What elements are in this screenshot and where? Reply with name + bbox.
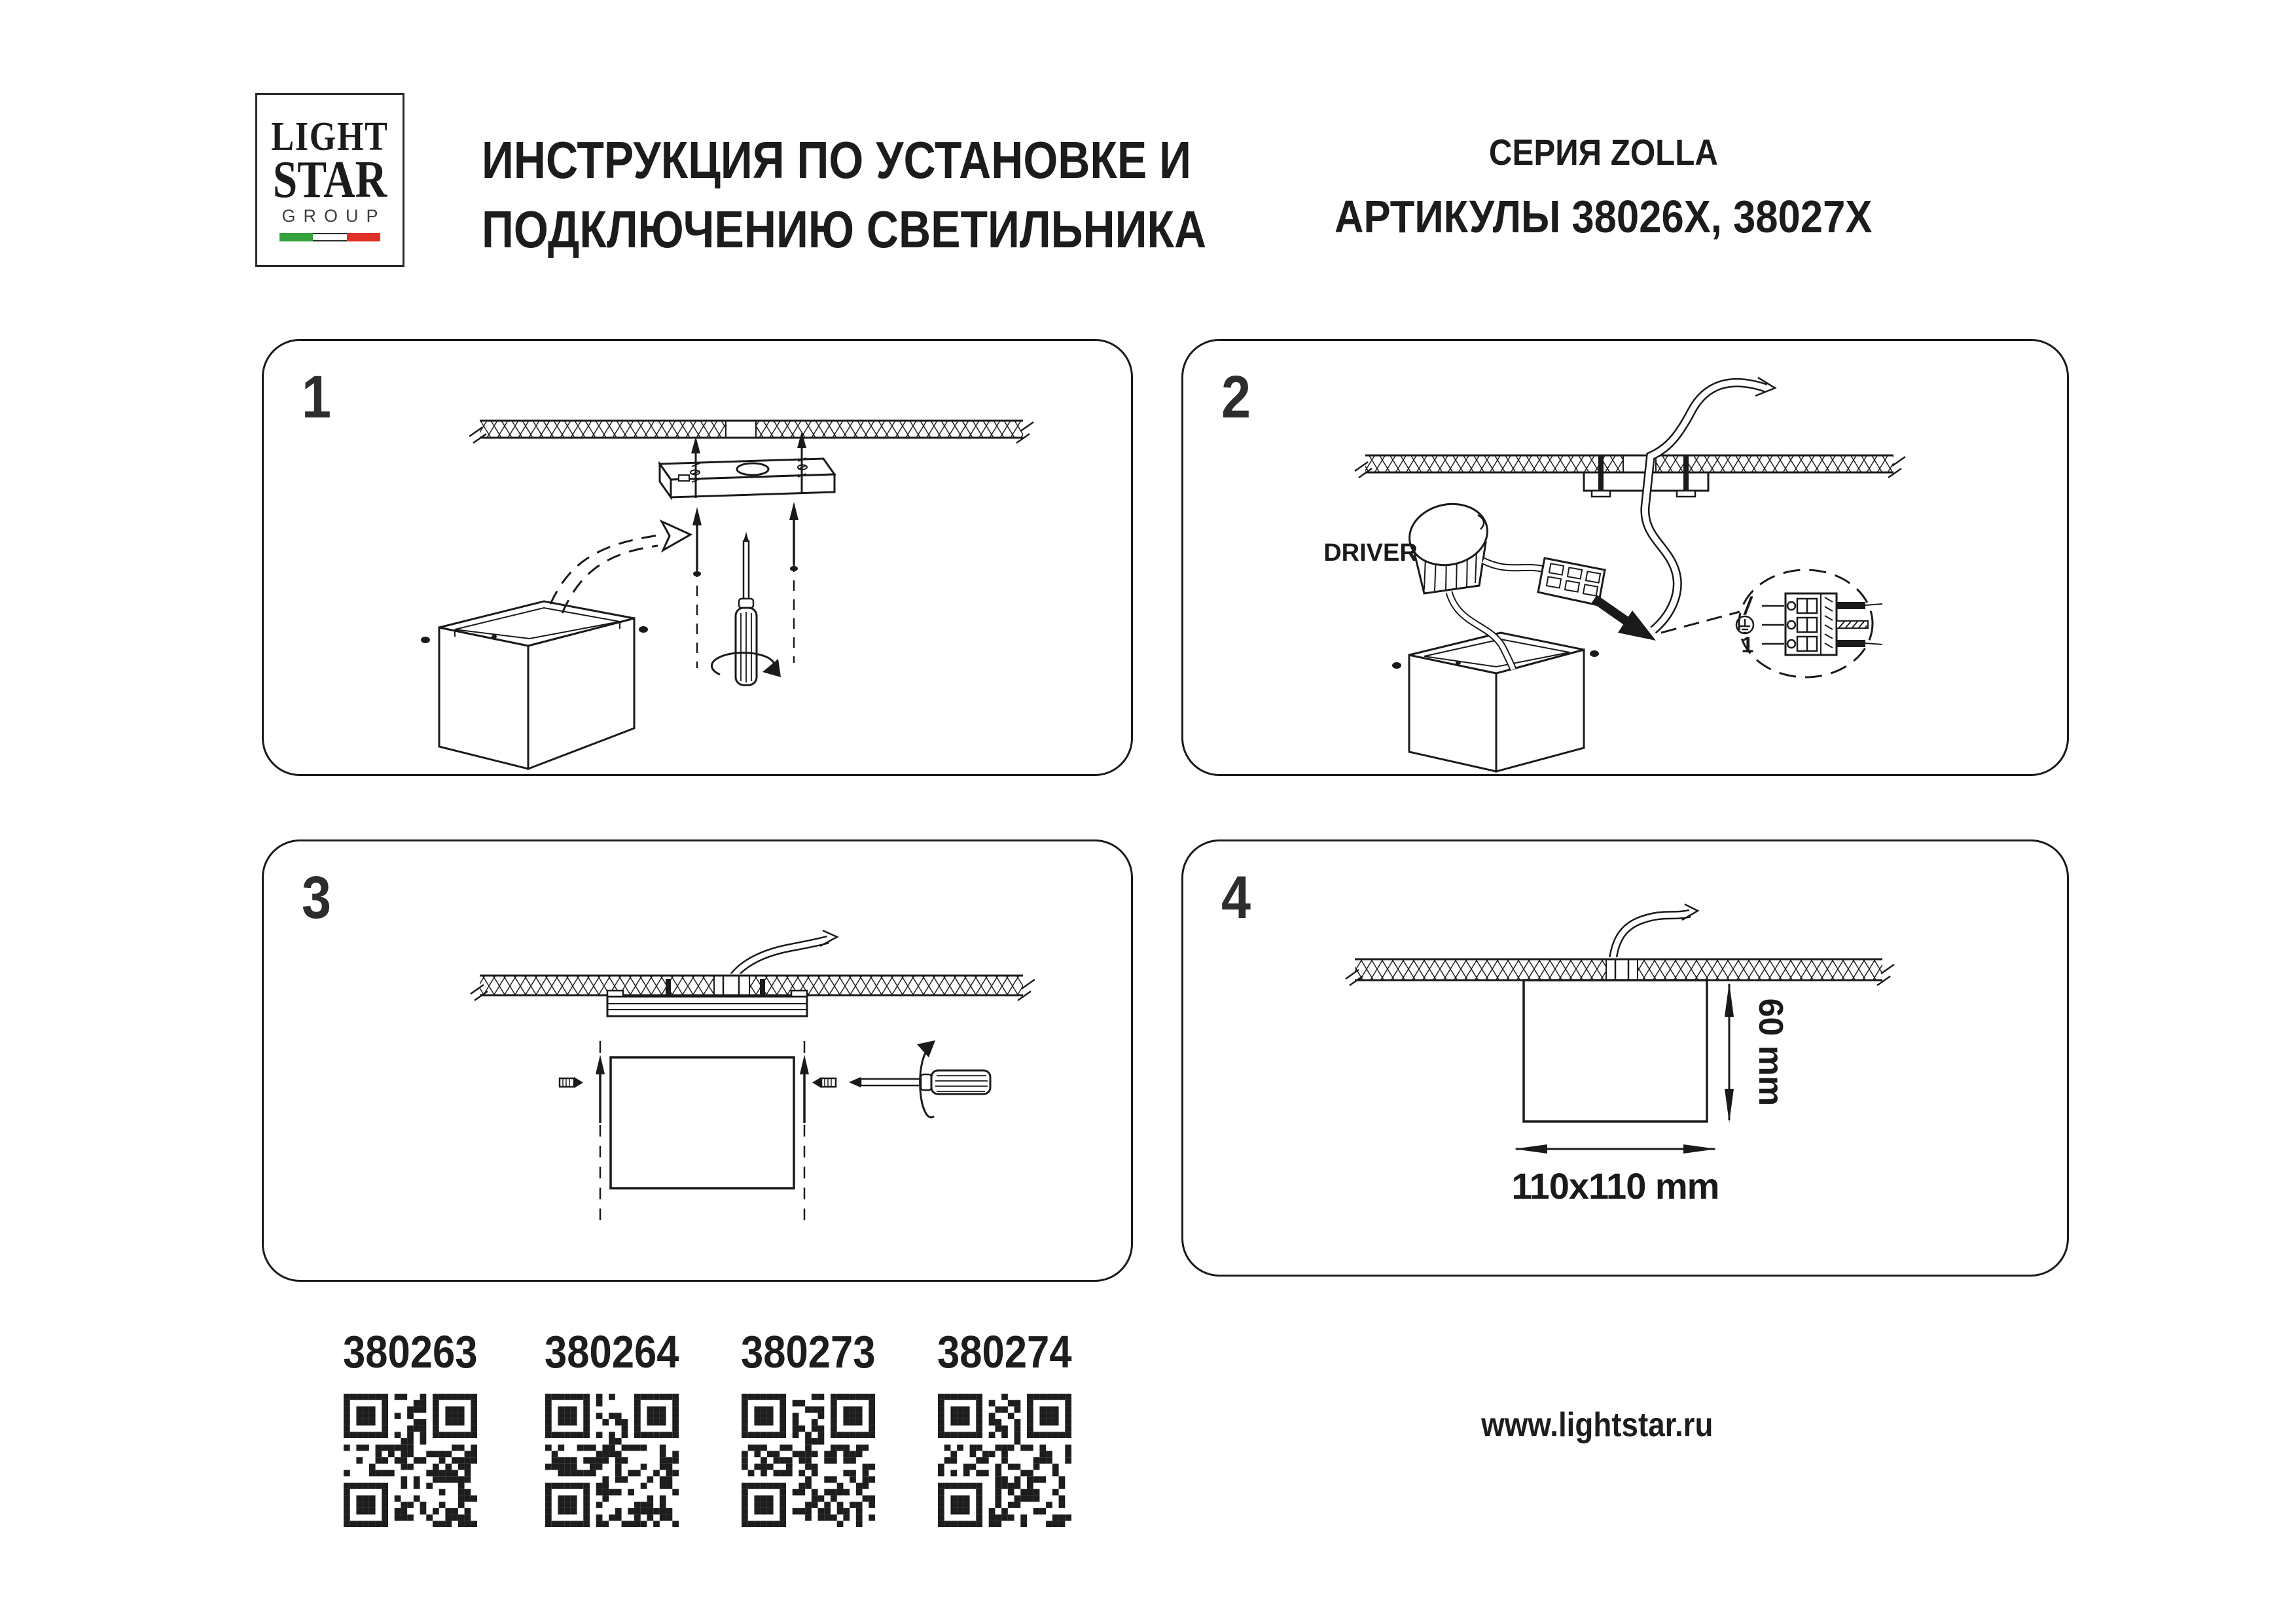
step-3-panel <box>262 839 1133 1282</box>
height-label: 60 mm <box>1751 998 1789 1106</box>
mounting-plate <box>660 459 834 497</box>
screw-icon <box>560 1077 583 1088</box>
page-title <box>482 126 1334 264</box>
title-line-1: ИНСТРУКЦИЯ ПО УСТАНОВКЕ И <box>482 131 1191 189</box>
title-line-2: ПОДКЛЮЧЕНИЮ СВЕТИЛЬНИКА <box>482 200 1207 258</box>
logo-group-text: GROUP <box>281 206 386 226</box>
step-3-illustration <box>264 841 1131 1280</box>
qr-code-icon <box>344 1394 477 1527</box>
screw-dot <box>790 566 798 571</box>
driver-label: DRIVER <box>1323 539 1418 567</box>
screw-icon <box>812 1077 836 1088</box>
logo-light-text: LIGHT <box>271 115 389 159</box>
height-dimension <box>1725 982 1789 1123</box>
article-number: 380263 <box>343 1326 478 1377</box>
qr-block <box>728 1326 888 1530</box>
flag-green <box>279 233 313 241</box>
up-arrow-icon <box>692 507 702 525</box>
terminal-detail <box>1736 570 1882 677</box>
step-2-illustration <box>1183 341 2067 774</box>
terminal-live-label: / <box>1744 593 1751 620</box>
up-arrow-icon <box>800 1055 809 1074</box>
series-block <box>1283 131 1924 243</box>
curved-arrow <box>550 521 691 613</box>
screw-dot <box>693 571 701 576</box>
up-arrow-icon <box>596 1055 605 1074</box>
flag-white <box>313 233 346 241</box>
step-2-panel <box>1181 339 2069 776</box>
fixture-box <box>1392 633 1599 771</box>
article-number: 380264 <box>545 1326 679 1377</box>
step-3-number: 3 <box>302 864 332 931</box>
step-2-number: 2 <box>1221 364 1251 431</box>
article-number: 380274 <box>937 1326 1072 1377</box>
qr-block <box>532 1326 692 1530</box>
italian-flag-icon <box>279 233 380 241</box>
articles-label: АРТИКУЛЫ 38026X, 38027X <box>1335 191 1873 242</box>
flag-red <box>347 233 380 241</box>
article-number: 380273 <box>741 1326 876 1377</box>
fixture-box <box>421 601 648 769</box>
fixture-front <box>611 1057 794 1188</box>
step-1-number: 1 <box>302 364 332 431</box>
series-label: СЕРИЯ ZOLLA <box>1488 132 1719 173</box>
step-4-illustration <box>1183 841 2067 1275</box>
step-4-number: 4 <box>1221 864 1251 931</box>
up-arrow-icon <box>789 502 798 520</box>
footprint-label: 110x110 mm <box>1511 1165 1719 1207</box>
step-1-panel <box>262 339 1133 776</box>
qr-block <box>925 1326 1085 1530</box>
qr-code-icon <box>545 1394 679 1527</box>
qr-code-icon <box>938 1394 1071 1527</box>
website-url <box>1322 1405 1872 1445</box>
screwdriver-icon <box>849 1040 990 1118</box>
mains-cable <box>1613 904 1698 961</box>
ceiling-hatch <box>469 419 1033 443</box>
mounted-fixture <box>1524 980 1707 1121</box>
logo-star-text: STAR <box>272 151 387 209</box>
screwdriver-icon <box>711 532 781 685</box>
lightstar-logo <box>255 93 404 267</box>
detail-leader-line <box>1661 612 1740 633</box>
qr-block <box>331 1326 490 1530</box>
step-1-illustration <box>264 341 1131 774</box>
website-text: www.lightstar.ru <box>1480 1406 1713 1444</box>
width-dimension <box>1512 1144 1719 1207</box>
terminal-wires <box>1837 602 1882 647</box>
terminal-neutral-label: 1 <box>1741 633 1754 658</box>
connection-arrow <box>1594 599 1656 641</box>
qr-code-icon <box>742 1394 875 1527</box>
step-4-panel <box>1181 839 2069 1277</box>
